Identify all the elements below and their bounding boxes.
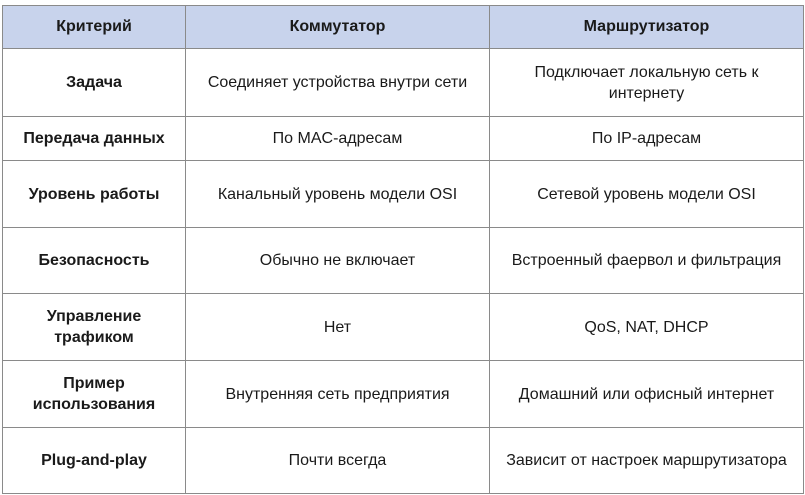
switch-cell: Почти всегда [186, 428, 490, 494]
criterion-cell: Безопасность [3, 228, 186, 294]
header-switch: Коммутатор [186, 6, 490, 49]
table-header-row [3, 6, 804, 49]
router-cell: Сетевой уровень модели OSI [490, 161, 804, 228]
router-cell: Встроенный фаервол и фильтрация [490, 228, 804, 294]
criterion-cell: Передача данных [3, 117, 186, 161]
table-row [3, 117, 804, 161]
switch-cell: Нет [186, 294, 490, 361]
router-cell: Домашний или офисный интернет [490, 361, 804, 428]
table-row [3, 161, 804, 228]
table-row [3, 228, 804, 294]
switch-cell: Обычно не включает [186, 228, 490, 294]
criterion-cell: Plug-and-play [3, 428, 186, 494]
header-router: Маршрутизатор [490, 6, 804, 49]
router-cell: Зависит от настроек маршрутизатора [490, 428, 804, 494]
criterion-cell: Задача [3, 49, 186, 117]
switch-cell: Внутренняя сеть предприятия [186, 361, 490, 428]
table-row [3, 361, 804, 428]
router-cell: Подключает локальную сеть к интернету [490, 49, 804, 117]
table-row [3, 294, 804, 361]
switch-cell: Канальный уровень модели OSI [186, 161, 490, 228]
criterion-cell: Управление трафиком [3, 294, 186, 361]
header-criterion: Критерий [3, 6, 186, 49]
table-row [3, 49, 804, 117]
table-row [3, 428, 804, 494]
router-cell: QoS, NAT, DHCP [490, 294, 804, 361]
criterion-cell: Пример использования [3, 361, 186, 428]
comparison-table [2, 5, 804, 494]
router-cell: По IP-адресам [490, 117, 804, 161]
switch-cell: Соединяет устройства внутри сети [186, 49, 490, 117]
criterion-cell: Уровень работы [3, 161, 186, 228]
switch-cell: По MAC-адресам [186, 117, 490, 161]
